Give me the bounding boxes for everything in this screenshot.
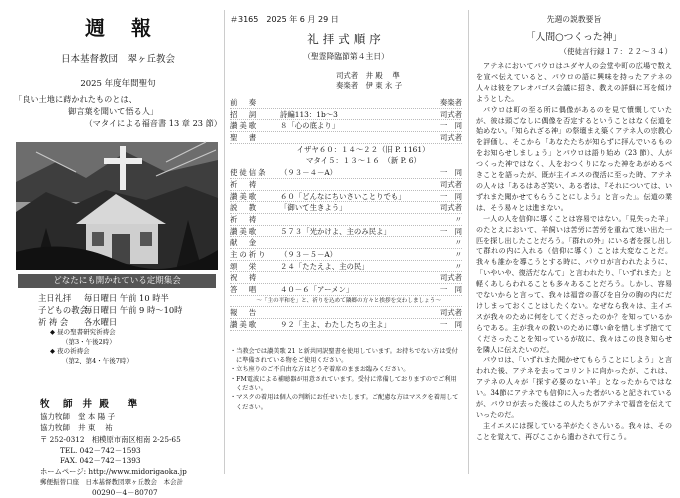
order-item-role: 奏楽者 (422, 97, 462, 109)
regular-meetings-banner: どなたにも開かれている定期集会 (18, 274, 216, 288)
order-item-name: 招 詞 (230, 109, 280, 121)
notice-item: ・マスクの着用は個人の判断にお任せいたします。ご配慮な方はマスクを着用してください。 (230, 393, 462, 412)
issue-number-date: ＃3165 2025 年 6 月 29 日 (230, 14, 462, 25)
order-of-worship-column (230, 14, 462, 474)
order-item-role: 〃 (422, 261, 462, 273)
order-item-name: 聖 書 (230, 132, 280, 144)
order-item-role: 司式者 (422, 132, 462, 144)
column-divider (224, 10, 225, 474)
assist-pastor-label: 協力牧師 (40, 411, 70, 423)
notice-item: ・当教会では讃美歌 21 と新共同訳聖書を使用しています。お持ちでない方は受付に準備されている物をご使用ください。 (230, 347, 462, 366)
bulletin-title: 週報 (14, 12, 222, 41)
postal-account-number: 00290－4－80707 (40, 488, 187, 498)
annual-verse-source: （マタイによる福音書 13 章 23 節） (14, 117, 222, 129)
order-item-role: 一 同 (422, 191, 462, 203)
schedule-row (38, 316, 182, 328)
schedule-row (38, 304, 182, 316)
order-item (230, 191, 462, 203)
schedule-time: 毎日曜日 午前 10 時半 (84, 292, 169, 304)
order-item (230, 226, 462, 238)
sermon-column (476, 14, 672, 474)
meeting-schedule (38, 292, 182, 366)
order-item-role: 司式者 (422, 179, 462, 191)
church-contact (40, 435, 187, 498)
order-item-content: （９３－５－A） (280, 249, 422, 261)
worship-officers (230, 71, 462, 91)
annual-verse-line2: 御言葉を聞いて悟る人」 (14, 105, 222, 117)
order-item-content: ５７３「光かけよ、主のみ民よ」 (280, 226, 422, 238)
order-item-name: 讃美歌 (230, 319, 280, 331)
order-item-name: 頌 栄 (230, 261, 280, 273)
order-item (230, 261, 462, 273)
order-item (230, 214, 462, 226)
church-woodcut-image (16, 142, 218, 270)
order-of-worship-list (230, 97, 462, 331)
order-item-name: 讃美歌 (230, 120, 280, 132)
annual-verse-line1: 「良い土地に蒔かれたものとは、 (14, 93, 222, 105)
order-item-content: ９２「主よ、わたしたちの主よ」 (280, 319, 422, 331)
order-item-name: 前 奏 (230, 97, 280, 109)
order-item (230, 167, 462, 179)
order-item-name: 答 唱 (230, 284, 280, 296)
postal-account: 郵便振替口座 日本基督教団翠ヶ丘教会 本会計 (40, 477, 187, 488)
sermon-heading: 先週の説教要旨 (476, 14, 672, 25)
order-item-role: 司式者 (422, 307, 462, 319)
pastor-label: 牧 師 (40, 399, 75, 411)
schedule-time: 各水曜日 (84, 316, 117, 328)
sermon-paragraph: アテネにおいてパウロはユダヤ人の会堂や町の広場で数えを宣べ伝えていると、パウロの語に興味を持ったアテネの人々は彼をアレオパゴス会議に招き、教えの詳細に耳を傾けようとした。 (476, 61, 672, 105)
order-item-name: 献 金 (230, 237, 280, 249)
church-tel: TEL. 042－742－1593 (40, 446, 187, 457)
order-item (230, 202, 462, 214)
order-item (230, 132, 462, 144)
order-title: 礼拝式順序 (230, 31, 462, 47)
order-item-role: 〃 (422, 249, 462, 261)
sermon-paragraph: 一人の人を信仰に導くことは容易ではない。「見失った羊」のたとえにおいて、羊飼いは苦労に苦労を重ねて迷い出た一匹を探し出したことだろう。「群れの外」にいる者を探し出して群れの内に入れる（信仰に導く）ことは大変なことだ。我々も誰かを導こうとする時に、パウロが言われたように、「いやいや、復活だなんて」と言われたり、「いずれまた」と軽くあしらわれることも多々あることだろう。しかし、容易でないからと言って、我々は福音の喜びを自分の胸の内にだけしまっておくことはしたくない。なぜなら我々は、主イエスが我々のために何をしてくださったのか？を知っているからである。主が我々の救いのために尊い命を惜しまず捨ててくださったことを知っているが故に、我々はこの良き知らせを隣人に伝えたいのだ。 (476, 214, 672, 356)
order-item-content: ６０「どんなにちいさいことりでも」 (280, 191, 422, 203)
order-item (230, 144, 462, 156)
order-item-name: 讃美歌 (230, 191, 280, 203)
liturgical-day: （聖霊降臨節第４主日） (230, 51, 462, 62)
order-item-name: 祈 祷 (230, 179, 280, 191)
church-illustration (16, 142, 218, 270)
pastor-block (40, 399, 139, 434)
order-item-content: ８「心の底より」 (280, 120, 422, 132)
order-item (230, 296, 462, 308)
order-item-role: 一 同 (422, 319, 462, 331)
notice-item: ・立ち座りのご不自由な方はどうぞ着席のままお臨みください。 (230, 365, 462, 374)
sermon-paragraph: パウロは町の至る所に偶像があるのを見て憤慨していたが、彼は頭ごなしに偶像を否定するということはなく伝道を始めない。「知られざる神」の祭壇まえ築くアテネ人の宗教心を評価し、そこから「あなたたちが知らずに拝んでいるものをお知らせしましょう」とパウロは語り始め（23 節）、人がつくった神ではなく、人をおつくりになった神をあがめるべきことを語ったが、既が主イエスの復活に至った時、アテネの人々は「あるはあざ笑い、ある者は、『それについては、いずれまた聞かせてもらうことにしよう』と言った」。伝道の業は、そう易々とは進まない。 (476, 105, 672, 214)
schedule-note: ◆ 夜の祈祷会 (38, 347, 182, 357)
schedule-row (38, 292, 182, 304)
order-item (230, 109, 462, 121)
order-item (230, 284, 462, 296)
sermon-title: 「人間○つくった神」 (476, 29, 672, 43)
schedule-name: 子どもの教会 (38, 304, 78, 316)
organist: 奏楽者 伊 東 永 子 (336, 81, 462, 91)
annual-verse-heading: 2025 年度年間聖句 (14, 77, 222, 89)
order-item (230, 97, 462, 109)
order-item (230, 319, 462, 331)
order-item-role: 〃 (422, 237, 462, 249)
church-website[interactable]: ホームページ: http://www.midorigaoka.jp (40, 467, 187, 478)
sermon-paragraph: 主イエスには探している羊がたくさんいる。我々は、そのことを覚えて、再びここから遣わされて行こう。 (476, 421, 672, 443)
notices (230, 347, 462, 412)
order-item-name: 使徒信条 (230, 167, 280, 179)
order-item-name: 主の祈り (230, 249, 280, 261)
assist-pastor-row (40, 411, 139, 423)
assist-pastor-label: 協力牧師 (40, 422, 70, 434)
order-item-content: 〜「主の平和を」と、祈りを込めて隣郷の方々と挨拶を交わしましょう〜 (256, 296, 441, 308)
column-divider (468, 10, 469, 474)
pastor-row (40, 399, 139, 411)
church-fax: FAX. 042－742－1393 (40, 456, 187, 467)
order-item (230, 237, 462, 249)
order-item-content: ４０－６「アーメン」 (280, 284, 422, 296)
order-item-role: 〃 (422, 214, 462, 226)
order-item-role: 一 同 (422, 167, 462, 179)
annual-verse (14, 93, 222, 129)
order-item-name: 讃美歌 (230, 226, 280, 238)
order-item-content: マタイ５：１３〜１６ （新 P. 6） (280, 155, 422, 167)
cover-column (14, 8, 222, 476)
order-item (230, 249, 462, 261)
sermon-paragraph: パウロは、「いずれまた聞かせてもらうことにしよう」と言われた後、アテネを去ってコリントに向かったが、これは、アテネの人々が「探す必要のない羊」となったからではない。34節にアテネでも信仰に入った者がいると記されているが、パウロが去った後はこの人たちがアテネで福音を伝えていったのだ。 (476, 355, 672, 420)
order-item-role: 一 同 (422, 284, 462, 296)
order-item-content: イザヤ６０：１４〜２２（旧 P. 1161） (271, 144, 430, 156)
assist-pastor-name: 井 東 祐 (78, 422, 113, 434)
schedule-note: （第3・午後2時） (38, 338, 182, 348)
schedule-time: 毎日曜日 午前 9 時〜10時 (84, 304, 182, 316)
order-item-content: 詩編113：1b〜3 (280, 109, 422, 121)
schedule-name: 主日礼拝 (38, 292, 78, 304)
order-item (230, 307, 462, 319)
schedule-note: ◆ 昼の聖書研究祈祷会 (38, 328, 182, 338)
assist-pastor-row (40, 422, 139, 434)
order-item-name: 祝 祷 (230, 272, 280, 284)
pastor-name: 井 殿 準 (83, 399, 140, 411)
schedule-name: 祈 祷 会 (38, 316, 78, 328)
order-item-role: 司式者 (422, 109, 462, 121)
order-item (230, 272, 462, 284)
order-item (230, 120, 462, 132)
order-item-content: （９３－４－A） (280, 167, 422, 179)
church-address: 〒 252-0312 相模原市南区相南 2-25-65 (40, 435, 187, 446)
order-item-name: 祈 祷 (230, 214, 280, 226)
order-item-role: 一 同 (422, 120, 462, 132)
assist-pastor-name: 堂 本 陽 子 (78, 411, 115, 423)
order-item (230, 179, 462, 191)
order-item-name: 説 教 (230, 202, 280, 214)
sermon-scripture: （使徒言行録１７：２２〜３４） (476, 46, 672, 57)
order-item-role: 司式者 (422, 272, 462, 284)
order-item-content: ２４「たたえよ、主の民」 (280, 261, 422, 273)
notice-item: ・FM電波による補聴器が用意されています。受付に常備しておりますのでご利用ください。 (230, 375, 462, 394)
order-item-role: 一 同 (422, 226, 462, 238)
sermon-summary (476, 61, 672, 443)
church-name: 日本基督教団 翠ヶ丘教会 (14, 51, 222, 65)
order-item-content: 「御いて生きよう」 (280, 202, 422, 214)
presider: 司式者 井 殿 準 (336, 71, 462, 81)
order-item-name: 報 告 (230, 307, 280, 319)
schedule-note: （第2、第4・午後7時） (38, 357, 182, 367)
order-item (230, 155, 462, 167)
order-item-role: 司式者 (422, 202, 462, 214)
